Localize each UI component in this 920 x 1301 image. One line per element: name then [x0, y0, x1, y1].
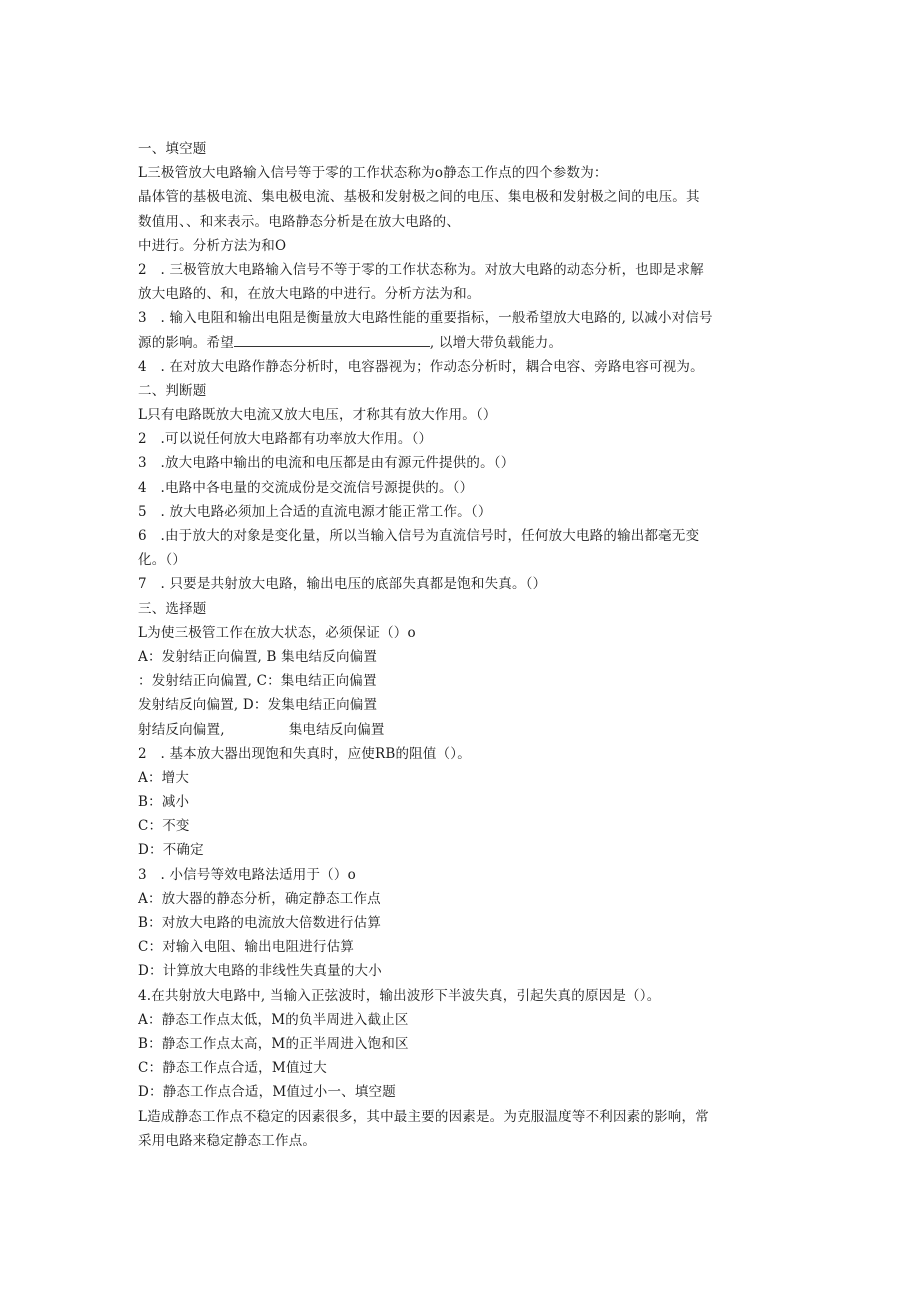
document-body: [138, 137, 788, 1153]
mc-q4-option-a: A：静态工作点太低，M的负半周进入截止区: [138, 1011, 409, 1028]
mc-q3-option-d: D：计算放大电路的非线性失真量的大小: [138, 963, 382, 980]
tf-q4: 4 .电路中各电量的交流成份是交流信号源提供的。（）: [138, 479, 474, 496]
mc-q1-option-line4-left: 射结反向偏置,: [138, 721, 225, 738]
fill-q1-line3: 数值用、、和来表示。电路静态分析是在放大电路的、: [138, 213, 461, 230]
fill-q2-line1: 2 . 三极管放大电路输入信号不等于零的工作状态称为。对放大电路的动态分析，也即是求解: [138, 261, 704, 278]
tf-q2: 2 .可以说任何放大电路都有功率放大作用。（）: [138, 431, 433, 448]
tf-q7: 7 . 只要是共射放大电路，输出电压的底部失真都是饱和失真。（）: [138, 576, 547, 593]
tf-q6-line1: 6 .由于放大的对象是变化量，所以当输入信号为直流信号时，任何放大电路的输出都毫无变: [138, 528, 700, 544]
tf-q5: 5 . 放大电路必须加上合适的直流电源才能正常工作。（）: [138, 503, 492, 520]
mc-q3-option-a: A：放大器的静态分析，确定静态工作点: [138, 890, 381, 907]
mc-q4-option-b: B：静态工作点太高，M的正半周进入饱和区: [138, 1035, 409, 1052]
fill-q4: 4 . 在对放大电路作静态分析时，电容器视为；作动态分析时，耦合电容、旁路电容可视为。: [138, 358, 704, 375]
mc-q4: 4.在共射放大电路中, 当输入正弦波时，输出波形下半波失真，引起失真的原因是（）。: [138, 987, 661, 1004]
mc-q1: L为使三极管工作在放大状态，必须保证（）o: [138, 624, 416, 641]
mc-q1-option-line3: 发射结反向偏置, D：发集电结正向偏置: [138, 697, 378, 714]
fill-q1-line4: 中进行。分析方法为和O: [138, 237, 287, 254]
mc-q3-option-b: B：对放大电路的电流放大倍数进行估算: [138, 915, 382, 931]
section-heading-multiple-choice: 三、选择题: [138, 600, 207, 617]
fill-q3-prefix: 源的影响。希望: [138, 334, 234, 351]
tf-q1: L只有电路既放大电流又放大电压，才称其有放大作用。（）: [138, 407, 497, 424]
mc-q1-option-line4-right: 集电结反向偏置: [288, 721, 385, 738]
fill-q1-line1: L三极管放大电路输入信号等于零的工作状态称为o静态工作点的四个参数为：: [138, 165, 608, 182]
mc-q1-option-line1: A：发射结正向偏置, B 集电结反向偏置: [138, 648, 378, 665]
tf-q3: 3 .放大电路中输出的电流和电压都是由有源元件提供的。（）: [138, 455, 515, 472]
mc-q3-option-c: C：对输入电阻、输出电阻进行估算: [138, 939, 355, 956]
fill-q3-line1: 3 . 输入电阻和输出电阻是衡量放大电路性能的重要指标，一般希望放大电路的, 以减小对信号: [138, 310, 713, 327]
mc-q4-option-d: D：静态工作点合适，M值过小一、填空题: [138, 1084, 396, 1101]
mc-q3: 3 . 小信号等效电路法适用于（）o: [138, 866, 356, 883]
mc-q2-option-a: A：增大: [138, 769, 190, 786]
mc-q2-option-c: C：不变: [138, 818, 190, 835]
fill-q1-line2: 晶体管的基极电流、集电极电流、基极和发射极之间的电压、集电极和发射极之间的电压。其: [138, 189, 700, 206]
mc-q1-option-line2: ：发射结正向偏置, C：集电结正向偏置: [138, 673, 377, 690]
tf-q6-line2: 化。（）: [138, 552, 187, 569]
mc-q1-option-line4: [138, 718, 788, 742]
fill2-q1-line1: L造成静态工作点不稳定的因素很多，其中最主要的因素是。为克服温度等不利因素的影响，常: [138, 1108, 709, 1125]
fill-q2-line2: 放大电路的、和，在放大电路的中进行。分析方法为和。: [138, 286, 481, 303]
section-heading-true-false: 二、判断题: [138, 382, 207, 399]
mc-q2: 2 . 基本放大器出现饱和失真时，应使RB的阻值（）。: [138, 745, 471, 762]
section-heading-fill-in: 一、填空题: [138, 141, 207, 157]
fill-q3-line2: [138, 331, 788, 355]
answer-blank: [234, 332, 430, 347]
fill2-q1-line2: 采用电路来稳定静态工作点。: [138, 1132, 317, 1149]
fill-q3-suffix: , 以增大带负载能力。: [429, 334, 563, 351]
mc-q4-option-c: C：静态工作点合适，M值过大: [138, 1060, 327, 1077]
mc-q2-option-b: B：减小: [138, 794, 190, 811]
mc-q2-option-d: D：不确定: [138, 842, 204, 859]
